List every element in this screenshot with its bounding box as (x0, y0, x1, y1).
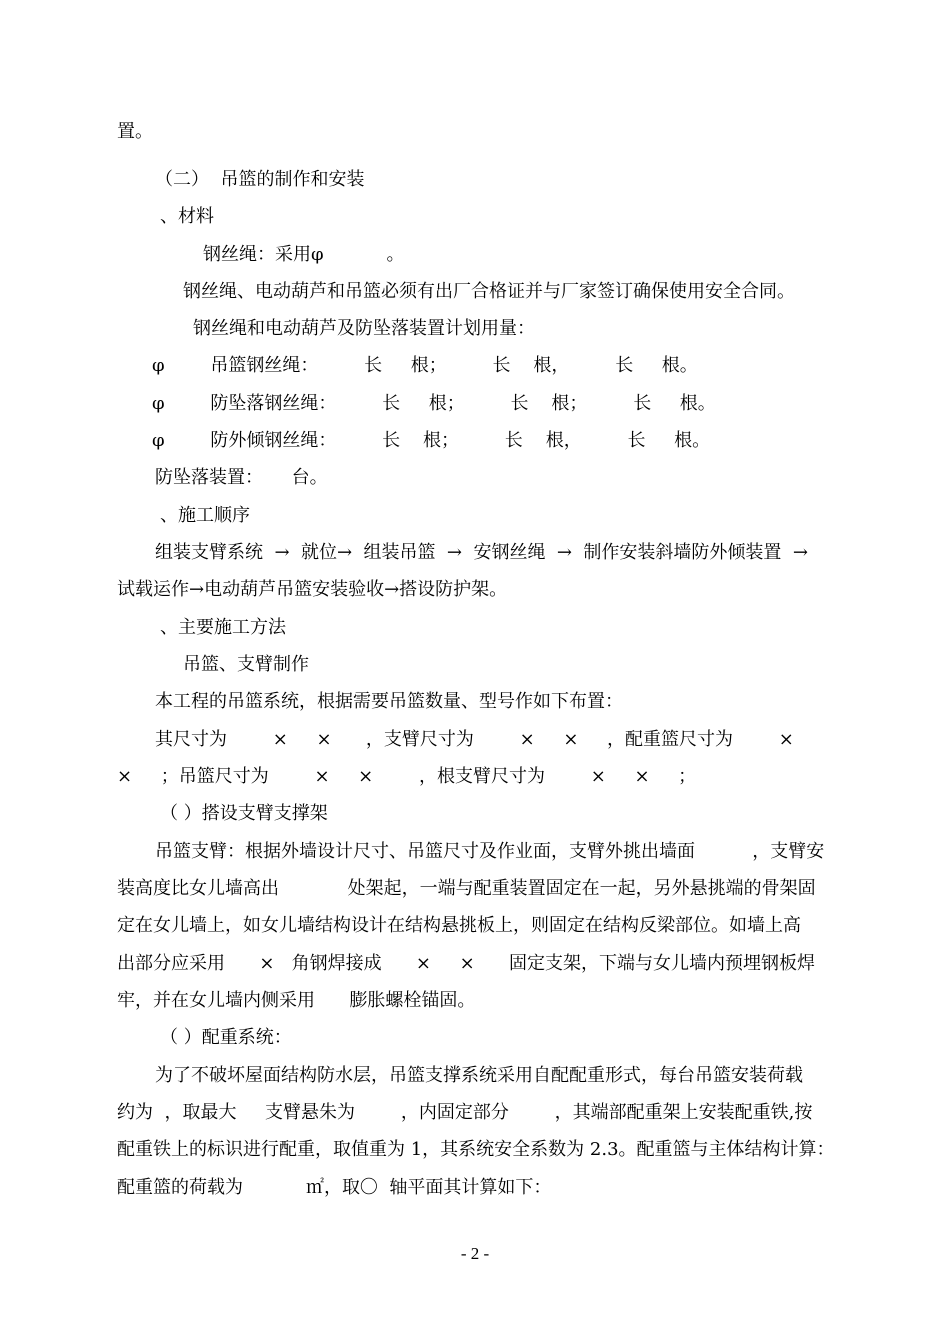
subsection-heading: 、施工顺序 (160, 505, 250, 526)
text-line: φ 防外倾钢丝绳： 长 根； 长 根， 长 根。 (152, 430, 711, 451)
text-line: φ 吊篮钢丝绳： 长 根； 长 根， 长 根。 (152, 355, 698, 376)
text-line: 本工程的吊篮系统，根据需要吊篮数量、型号作如下布置： (155, 691, 623, 712)
page-number: - 2 - (460, 1244, 490, 1263)
text-line: 置。 (117, 121, 153, 142)
text-line: φ 防坠落钢丝绳： 长 根； 长 根； 长 根。 (152, 393, 716, 414)
text-line: 配重铁上的标识进行配重，取值重为 1，其系统安全系数为 2.3。配重篮与主体结构计算： (117, 1139, 835, 1160)
text-line: 定在女儿墙上，如女儿墙结构设计在结构悬挑板上，则固定在结构反梁部位。如墙上高 (117, 915, 801, 936)
text-line: 配重篮的荷载为 ㎡，取〇 轴平面其计算如下： (117, 1177, 552, 1198)
text-line: 吊篮支臂：根据外墙设计尺寸、吊篮尺寸及作业面，支臂外挑出墙面 ，支臂安 (155, 841, 825, 862)
text-line: 其尺寸为 × × ，支臂尺寸为 × × ，配重篮尺寸为 × (155, 729, 794, 750)
subsection-heading: （ ）搭设支臂支撑架 (160, 803, 328, 824)
subsection-heading: （ ）配重系统： (160, 1027, 292, 1048)
text-line: 钢丝绳：采用φ 。 (203, 244, 405, 265)
text-line: × ；吊篮尺寸为 × × ，根支臂尺寸为 × × ； (117, 766, 697, 787)
text-line: 吊篮、支臂制作 (183, 654, 309, 675)
text-line: 试载运作→电动葫芦吊篮安装验收→搭设防护架。 (117, 579, 508, 600)
text-line: 牢，并在女儿墙内侧采用 膨胀螺栓锚固。 (117, 990, 476, 1011)
text-line: 装高度比女儿墙高出 处架起，一端与配重装置固定在一起，另外悬挑端的骨架固 (117, 878, 816, 899)
text-line: 约为 ，取最大 支臂悬朱为 ，内固定部分 ，其端部配重架上安装配重铁,按 (117, 1102, 813, 1123)
subsection-heading: 、材料 (160, 206, 214, 227)
subsection-heading: 、主要施工方法 (160, 617, 286, 638)
text-line: 组装支臂系统 → 就位→ 组装吊篮 → 安钢丝绳 → 制作安装斜墙防外倾装置 → (155, 542, 808, 563)
text-line: 出部分应采用 × 角钢焊接成 × × 固定支架，下端与女儿墙内预埋钢板焊 (117, 953, 816, 974)
text-line: 钢丝绳、电动葫芦和吊篮必须有出厂合格证并与厂家签订确保使用安全合同。 (183, 281, 795, 302)
section-heading: （二） 吊篮的制作和安装 (155, 169, 365, 190)
text-line: 钢丝绳和电动葫芦及防坠落装置计划用量： (193, 318, 535, 339)
text-line: 防坠落装置： 台。 (155, 467, 328, 488)
text-line: 为了不破坏屋面结构防水层，吊篮支撑系统采用自配配重形式，每台吊篮安装荷载 (155, 1065, 803, 1086)
